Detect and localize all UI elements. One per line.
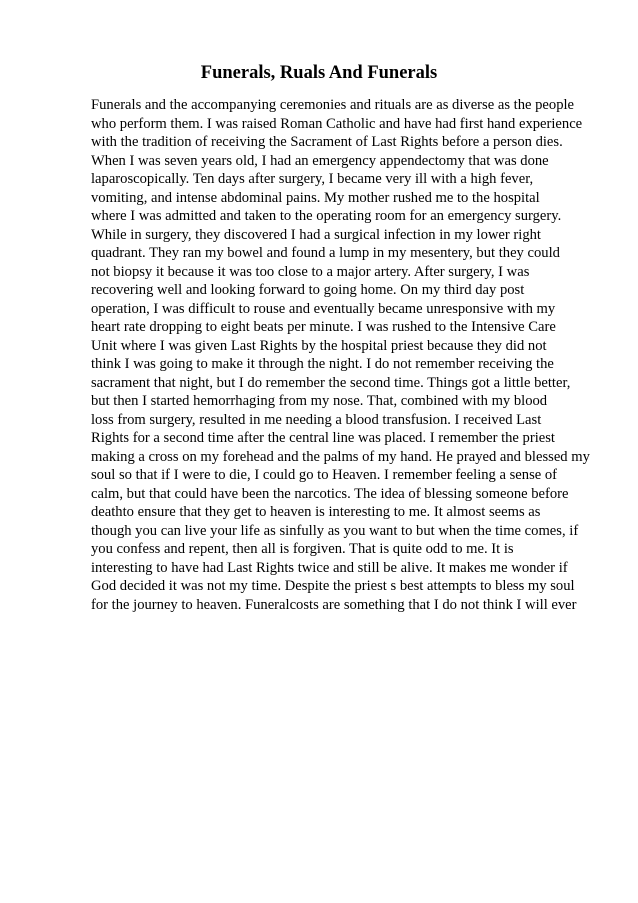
document-title: Funerals, Ruals And Funerals [200,63,438,83]
text-line: interesting to have had Last Rights twice and still be alive. It makes me wonder if [91,559,568,576]
body-paragraph [91,96,611,614]
text-line: though you can live your life as sinfully as you want to but when the time comes, if [91,522,579,539]
text-line: think I was going to make it through the night. I do not remember receiving the [91,356,554,372]
text-line: who perform them. I was raised Roman Catholic and have had first hand experience [91,115,583,132]
text-line: Funerals and the accompanying ceremonies and rituals are as diverse as the people [91,97,575,113]
text-line: making a cross on my forehead and the palms of my hand. He prayed and blessed my [91,448,590,465]
text-line: with the tradition of receiving the Sacrament of Last Rights before a person dies. [91,134,563,150]
text-line: deathto ensure that they get to heaven is interesting to me. It almost seems as [91,504,541,520]
text-line: calm, but that could have been the narcotics. The idea of blessing someone before [91,485,569,502]
text-line: where I was admitted and taken to the operating room for an emergency surgery. [91,208,562,224]
text-line: While in surgery, they discovered I had a surgical infection in my lower right [91,226,541,243]
text-line: loss from surgery, resulted in me needing a blood transfusion. I received Last [91,411,542,428]
text-line: God decided it was not my time. Despite the priest s best attempts to bless my soul [91,578,575,594]
text-line: sacrament that night, but I do remember the second time. Things got a little better, [91,374,571,391]
text-line: you confess and repent, then all is forgiven. That is quite odd to me. It is [91,541,514,557]
text-line: Unit where I was given Last Rights by the hospital priest because they did not [91,337,547,354]
text-line: not biopsy it because it was too close to a major artery. After surgery, I was [91,263,530,280]
text-line: but then I started hemorrhaging from my nose. That, combined with my blood [91,393,548,409]
text-line: Rights for a second time after the central line was placed. I remember the priest [91,430,555,446]
text-line: recovering well and looking forward to going home. On my third day post [91,282,525,298]
text-line: for the journey to heaven. Funeralcosts are something that I do not think I will ever [91,596,577,613]
text-line: When I was seven years old, I had an emergency appendectomy that was done [91,152,549,169]
text-line: vomiting, and intense abdominal pains. My mother rushed me to the hospital [91,189,540,206]
text-line: operation, I was difficult to rouse and eventually became unresponsive with my [91,300,556,317]
text-line: laparoscopically. Ten days after surgery, I became very ill with a high fever, [91,171,534,187]
text-line: soul so that if I were to die, I could go to Heaven. I remember feeling a sense of [91,467,558,483]
text-line: quadrant. They ran my bowel and found a lump in my mesentery, but they could [91,245,560,261]
text-line: heart rate dropping to eight beats per minute. I was rushed to the Intensive Care [91,319,556,335]
